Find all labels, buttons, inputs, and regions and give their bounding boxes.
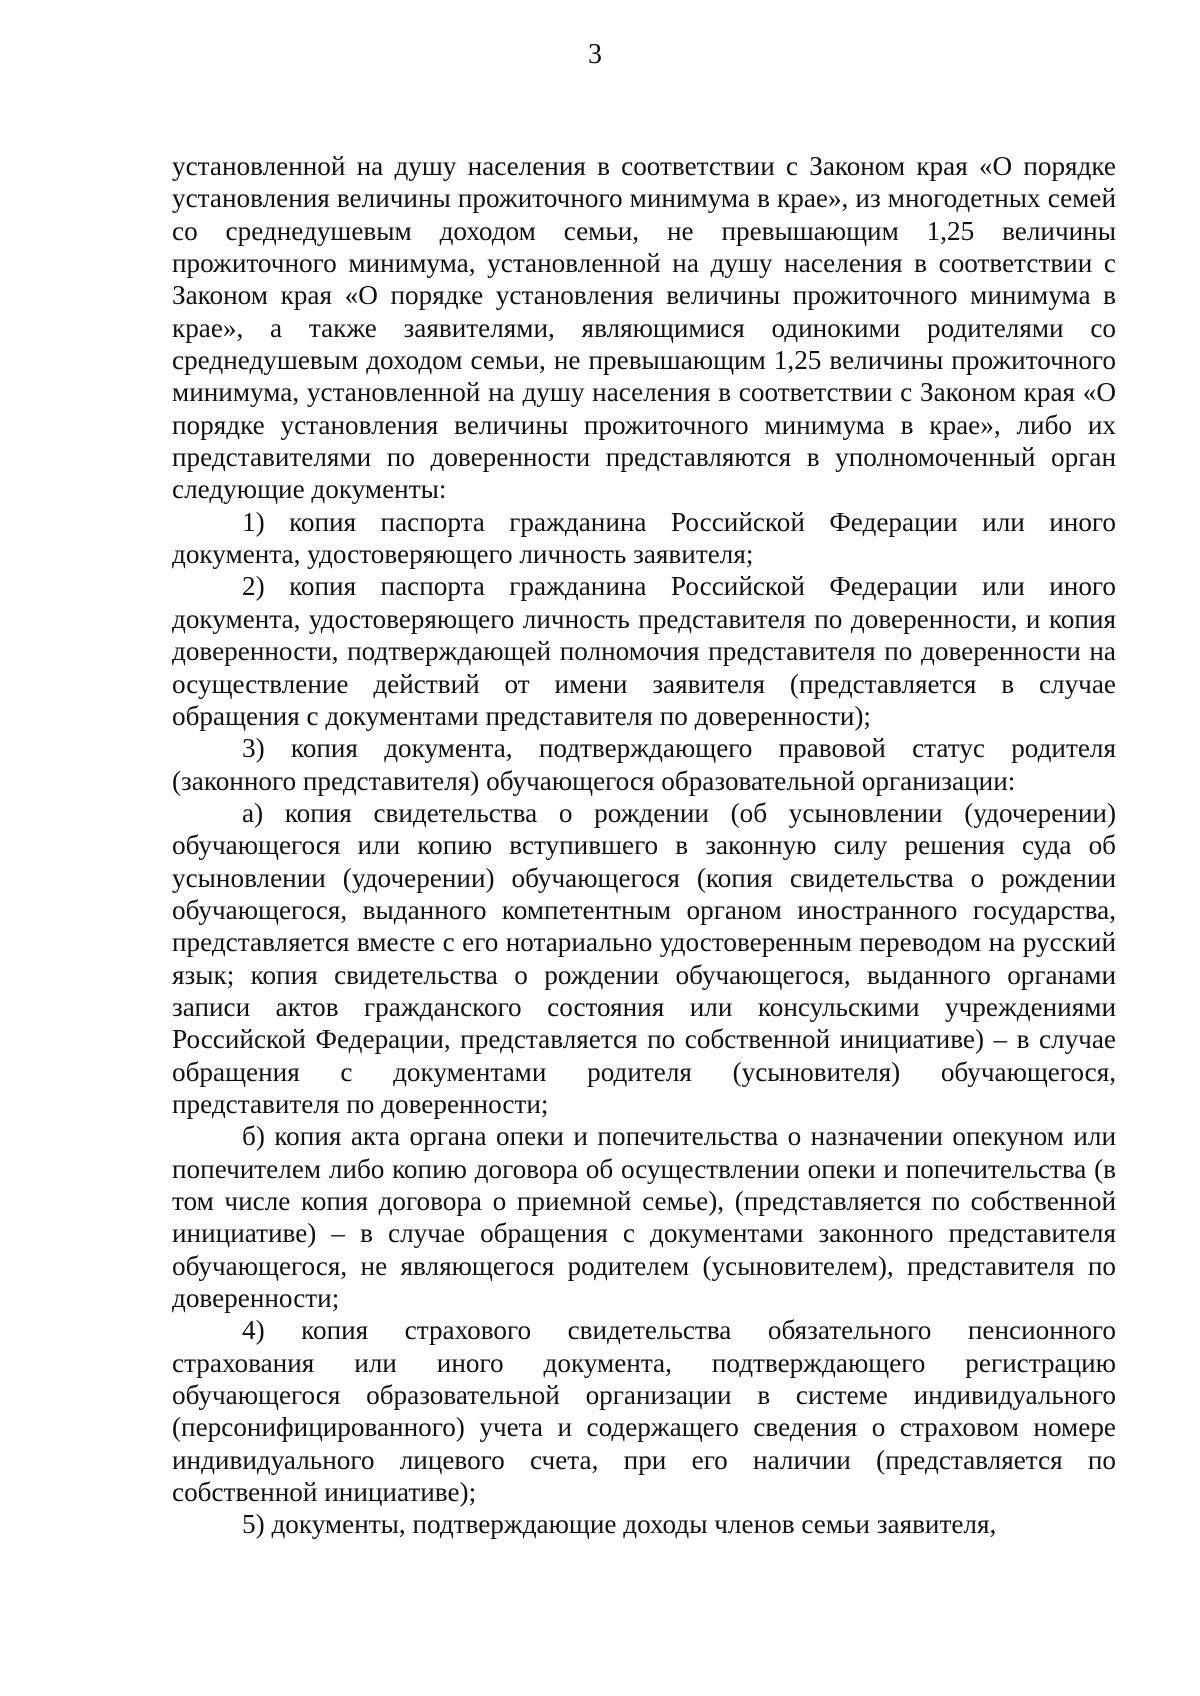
paragraph-item-3b: б) копия акта органа опеки и попечительства о назначении опекуном или попечителем либо копию договора об осуществлении опеки и попечительства (в том числе копия договора о приемной семье), (представляется по собственной инициативе) – в случае обращения с документами законного представителя обучающегося, не являющегося родителем (усыновителем), представителя по доверенности; (172, 1121, 1116, 1314)
paragraph-item-3: 3) копия документа, подтверждающего правовой статус родителя (законного представителя) обучающегося образовательной организации: (172, 733, 1116, 796)
paragraph-item-1: 1) копия паспорта гражданина Российской Федерации или иного документа, удостоверяющего личность заявителя; (172, 506, 1116, 570)
paragraph-item-5: 5) документы, подтверждающие доходы членов семьи заявителя, (242, 1509, 997, 1540)
page-number: 3 (588, 39, 602, 70)
paragraph-item-3a: а) копия свидетельства о рождении (об усыновлении (удочерении) обучающегося или копию вступившего в законную силу решения суда об усыновлении (удочерении) обучающегося (копия свидетельства о рождении обучающегося, выданного компетентным органом иностранного государства, представляется вместе с его нотариально удостоверенным переводом на русский язык; копия свидетельства о рождении обучающегося, выданного органами записи актов гражданского состояния или консульскими учреждениями Российской Федерации, представляется по собственной инициативе) – в случае обращения с документами родителя (усыновителя) обучающегося, представителя по доверенности; (172, 797, 1116, 1119)
paragraph-item-2: 2) копия паспорта гражданина Российской Федерации или иного документа, удостоверяющего личность представителя по доверенности, и копия доверенности, подтверждающей полномочия представителя по доверенности на осуществление действий от имени заявителя (представляется в случае обращения с документами представителя по доверенности); (172, 571, 1116, 731)
paragraph-item-4: 4) копия страхового свидетельства обязательного пенсионного страхования или иного документа, подтверждающего регистрацию обучающегося образовательной организации в системе индивидуального (персонифицированного) учета и содержащего сведения о страховом номере индивидуального лицевого счета, при его наличии (представляется по собственной инициативе); (172, 1315, 1116, 1508)
document-body (172, 150, 1116, 1541)
paragraph-intro: установленной на душу населения в соответствии с Законом края «О порядке установления величины прожиточного минимума в крае», из многодетных семей со среднедушевым доходом семьи, не превышающим 1,25 величины прожиточного минимума, установленной на душу населения в соответствии с Законом края «О порядке установления величины прожиточного минимума в крае», а также заявителями, являющимися одинокими родителями со среднедушевым доходом семьи, не превышающим 1,25 величины прожиточного минимума, установленной на душу населения в соответствии с Законом края «О порядке установления величины прожиточного минимума в крае», либо их представителями по доверенности представляются в уполномоченный орган следующие документы: (172, 151, 1116, 505)
